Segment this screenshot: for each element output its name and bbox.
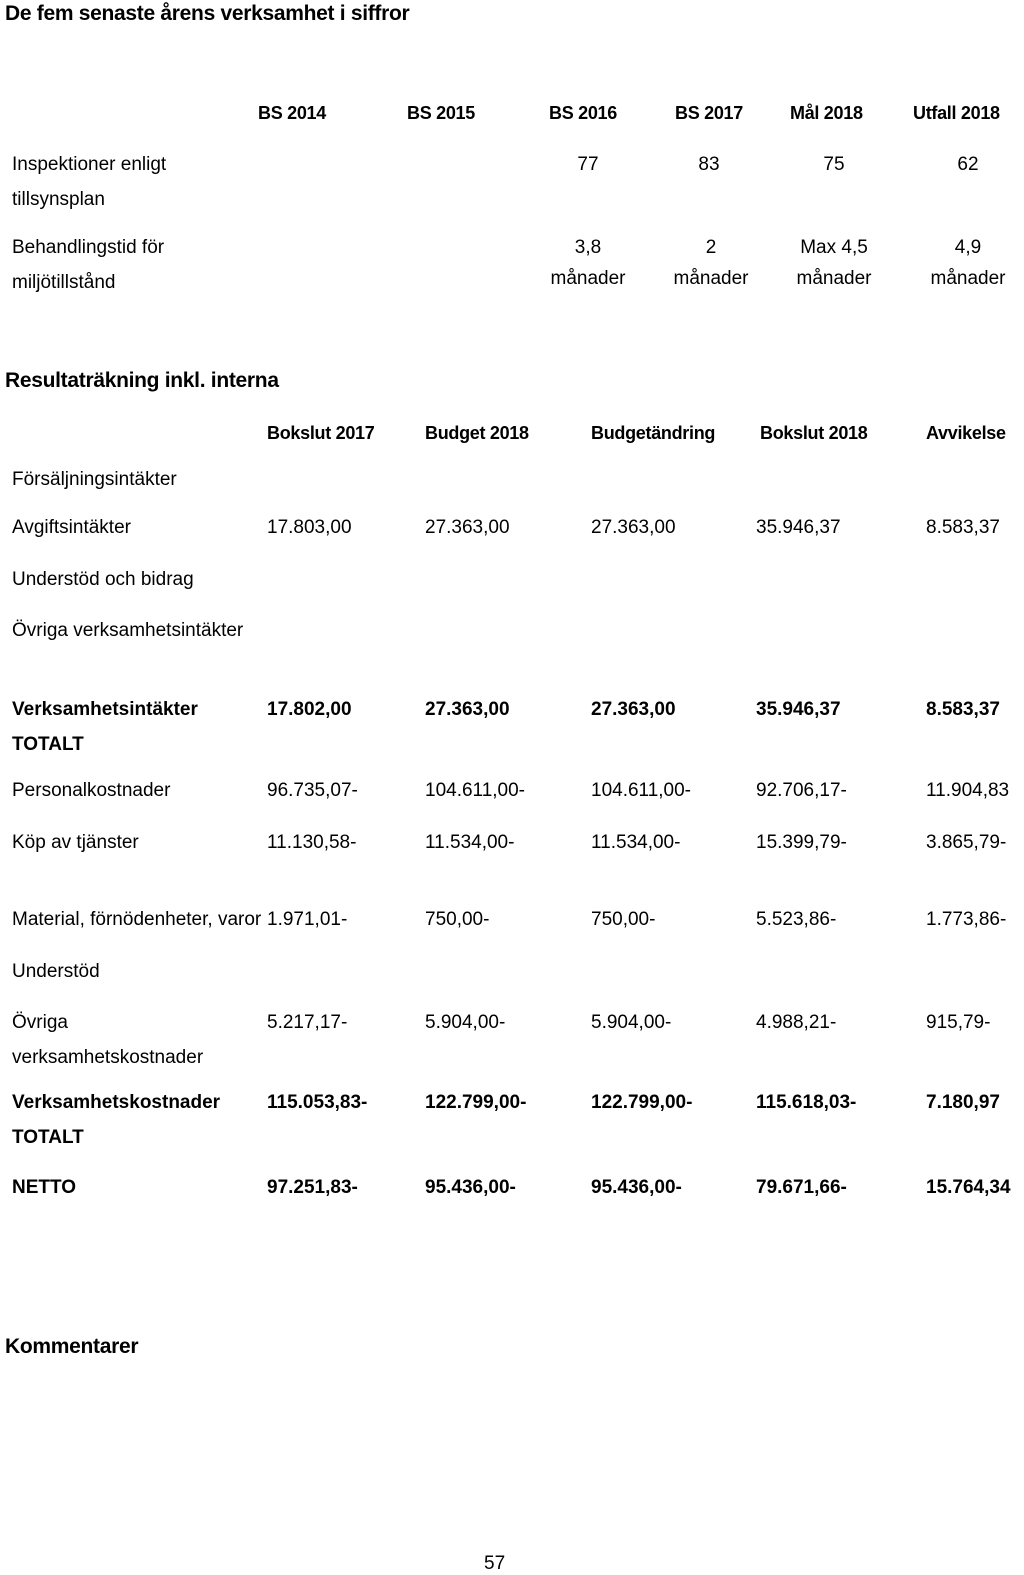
is-cell: 750,00- bbox=[425, 909, 490, 930]
is-row-label: Övriga verksamhetskostnader bbox=[12, 1012, 204, 1068]
is-cell: 27.363,00 bbox=[425, 517, 510, 538]
is-cell: 1.971,01- bbox=[267, 909, 348, 930]
is-cell: 8.583,37 bbox=[926, 517, 1000, 538]
kpi-header-utfall2018: Utfall 2018 bbox=[913, 103, 1000, 123]
kpi-cell-unit: månader bbox=[550, 268, 626, 289]
kpi-row-label: Inspektioner enligt tillsynsplan bbox=[12, 154, 167, 210]
kpi-cell-value: 3,8 bbox=[574, 237, 602, 258]
is-cell: 5.904,00- bbox=[425, 1012, 506, 1033]
is-cell: 79.671,66- bbox=[756, 1177, 847, 1198]
is-cell: 104.611,00- bbox=[591, 780, 692, 801]
is-cell: 35.946,37 bbox=[756, 699, 841, 720]
kpi-cell-unit: månader bbox=[673, 268, 749, 289]
is-cell: 122.799,00- bbox=[425, 1092, 527, 1113]
kpi-cell: 77 bbox=[577, 154, 599, 175]
is-cell: 115.618,03- bbox=[756, 1092, 857, 1113]
is-cell: 750,00- bbox=[591, 909, 656, 930]
is-cell: 96.735,07- bbox=[267, 780, 358, 801]
kpi-cell-unit: månader bbox=[796, 268, 872, 289]
is-cell: 95.436,00- bbox=[591, 1177, 682, 1198]
is-cell: 115.053,83- bbox=[267, 1092, 368, 1113]
kpi-row-label: Behandlingstid för miljötillstånd bbox=[12, 237, 165, 293]
is-row-label: NETTO bbox=[12, 1177, 77, 1198]
is-cell: 17.803,00 bbox=[267, 517, 352, 538]
is-row-label: Understöd och bidrag bbox=[12, 569, 194, 590]
is-cell: 15.399,79- bbox=[756, 832, 847, 853]
is-row-label: Avgiftsintäkter bbox=[12, 517, 131, 538]
kpi-cell: 75 bbox=[823, 154, 845, 175]
kpi-header-mal2018: Mål 2018 bbox=[790, 103, 863, 123]
is-cell: 8.583,37 bbox=[926, 699, 1000, 720]
kpi-header-bs2016: BS 2016 bbox=[549, 103, 617, 123]
kpi-cell-value: 2 bbox=[705, 237, 717, 258]
kpi-cell: 83 bbox=[698, 154, 720, 175]
is-cell: 3.865,79- bbox=[926, 832, 1007, 853]
is-cell: 1.773,86- bbox=[926, 909, 1007, 930]
is-header-bokslut2018: Bokslut 2018 bbox=[760, 423, 868, 443]
kpi-cell bbox=[551, 232, 626, 294]
is-row-label: Försäljningsintäkter bbox=[12, 469, 177, 490]
is-cell: 5.904,00- bbox=[591, 1012, 672, 1033]
kpi-heading: De fem senaste årens verksamhet i siffror bbox=[5, 2, 410, 25]
is-cell: 11.534,00- bbox=[425, 832, 515, 853]
kpi-header-bs2017: BS 2017 bbox=[675, 103, 743, 123]
kpi-cell-value: 4,9 bbox=[954, 237, 982, 258]
is-cell: 11.534,00- bbox=[591, 832, 681, 853]
is-cell: 17.802,00 bbox=[267, 699, 352, 720]
is-header-bokslut2017: Bokslut 2017 bbox=[267, 423, 375, 443]
kpi-cell bbox=[931, 232, 1006, 294]
kpi-header-bs2014: BS 2014 bbox=[258, 103, 326, 123]
is-cell: 27.363,00 bbox=[591, 517, 676, 538]
is-header-budgetandring: Budgetändring bbox=[591, 423, 716, 443]
is-cell: 915,79- bbox=[926, 1012, 991, 1033]
is-cell: 11.904,83 bbox=[926, 780, 1010, 801]
page-number: 57 bbox=[484, 1553, 506, 1574]
is-cell: 92.706,17- bbox=[756, 780, 847, 801]
is-header-avvikelse: Avvikelse bbox=[926, 423, 1006, 443]
is-cell: 35.946,37 bbox=[756, 517, 841, 538]
is-cell: 11.130,58- bbox=[267, 832, 357, 853]
is-cell: 122.799,00- bbox=[591, 1092, 693, 1113]
kpi-cell: 62 bbox=[957, 154, 979, 175]
is-row-label: Material, förnödenheter, varor bbox=[12, 909, 262, 930]
is-row-label: Personalkostnader bbox=[12, 780, 171, 801]
is-row-label: Köp av tjänster bbox=[12, 832, 139, 853]
comments-heading: Kommentarer bbox=[5, 1335, 139, 1358]
kpi-header-bs2015: BS 2015 bbox=[407, 103, 475, 123]
is-row-label: Verksamhetskostnader TOTALT bbox=[12, 1092, 221, 1148]
kpi-cell-value: Max 4,5 bbox=[800, 237, 868, 258]
kpi-cell bbox=[674, 232, 749, 294]
is-row-label: Övriga verksamhetsintäkter bbox=[12, 620, 244, 641]
income-statement-heading: Resultaträkning inkl. interna bbox=[5, 369, 279, 392]
kpi-cell-unit: månader bbox=[930, 268, 1006, 289]
is-cell: 104.611,00- bbox=[425, 780, 526, 801]
is-cell: 7.180,97 bbox=[926, 1092, 1000, 1113]
kpi-cell bbox=[797, 232, 872, 294]
is-cell: 5.217,17- bbox=[267, 1012, 348, 1033]
is-row-label: Verksamhetsintäkter TOTALT bbox=[12, 699, 198, 755]
is-cell: 95.436,00- bbox=[425, 1177, 516, 1198]
is-cell: 27.363,00 bbox=[591, 699, 676, 720]
is-cell: 15.764,34 bbox=[926, 1177, 1011, 1198]
is-cell: 5.523,86- bbox=[756, 909, 837, 930]
is-cell: 27.363,00 bbox=[425, 699, 510, 720]
is-row-label: Understöd bbox=[12, 961, 100, 982]
is-cell: 97.251,83- bbox=[267, 1177, 358, 1198]
is-cell: 4.988,21- bbox=[756, 1012, 837, 1033]
is-header-budget2018: Budget 2018 bbox=[425, 423, 529, 443]
